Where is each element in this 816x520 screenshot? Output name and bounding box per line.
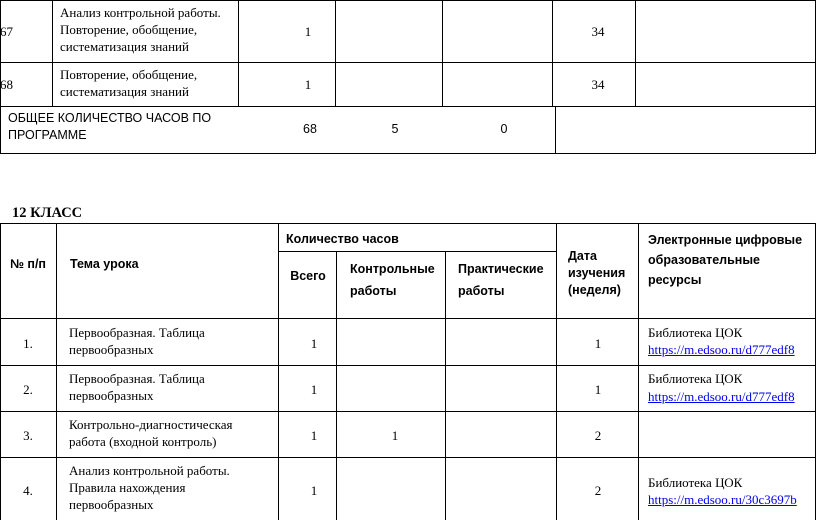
- library-label: Библиотека ЦОК: [648, 371, 743, 386]
- section-title: 12 КЛАСС: [12, 205, 83, 221]
- total-hours-cell: 1: [310, 336, 318, 351]
- row-number: 1.: [23, 336, 33, 351]
- summary-practical: 0: [500, 122, 508, 136]
- header-num: № п/п: [10, 257, 46, 271]
- topic-cell: Анализ контрольной работы. Повторение, обобщение, систематизация знаний: [60, 5, 221, 54]
- resource-link[interactable]: https://m.edsoo.ru/d777edf8: [648, 389, 795, 404]
- week-cell: 1: [594, 382, 602, 397]
- topic-cell: Первообразная. Таблица первообразных: [69, 371, 205, 403]
- topic-cell: Повторение, обобщение, систематизация знаний: [60, 67, 198, 99]
- row-number: 68: [0, 77, 13, 92]
- header-practical: Практические работы: [458, 262, 544, 298]
- resource-link[interactable]: https://m.edsoo.ru/d777edf8: [648, 342, 795, 357]
- header-hours: Количество часов: [286, 232, 399, 246]
- header-resources: Электронные цифровые образовательные ресурсы: [648, 233, 803, 287]
- row-number: 4.: [23, 483, 33, 498]
- topic-cell: Первообразная. Таблица первообразных: [69, 325, 205, 357]
- row-number: 3.: [23, 428, 33, 443]
- row-number: 67: [0, 24, 13, 39]
- week-cell: 34: [591, 24, 605, 39]
- header-tests: Контрольные работы: [350, 262, 435, 298]
- topic-cell: Контрольно-диагностическая работа (входной контроль): [69, 417, 233, 449]
- total-hours-cell: 1: [310, 382, 318, 397]
- header-date: Дата изучения (неделя): [568, 249, 626, 297]
- row-number: 2.: [23, 382, 33, 397]
- header-topic: Тема урока: [70, 257, 139, 271]
- week-cell: 1: [594, 336, 602, 351]
- summary-tests: 5: [391, 122, 399, 136]
- topic-cell: Анализ контрольной работы. Правила нахождения первообразных: [69, 463, 230, 512]
- total-hours-cell: 1: [310, 483, 318, 498]
- header-total: Всего: [290, 269, 326, 283]
- tests-cell: 1: [391, 428, 399, 443]
- week-cell: 2: [594, 483, 602, 498]
- total-hours-cell: 1: [304, 77, 312, 92]
- total-hours-cell: 1: [304, 24, 312, 39]
- library-label: Библиотека ЦОК: [648, 475, 743, 490]
- summary-label: ОБЩЕЕ КОЛИЧЕСТВО ЧАСОВ ПО ПРОГРАММЕ: [8, 111, 212, 142]
- library-label: Библиотека ЦОК: [648, 325, 743, 340]
- week-cell: 34: [591, 77, 605, 92]
- summary-total: 68: [303, 122, 317, 136]
- week-cell: 2: [594, 428, 602, 443]
- resource-link[interactable]: https://m.edsoo.ru/30c3697b: [648, 492, 797, 507]
- total-hours-cell: 1: [310, 428, 318, 443]
